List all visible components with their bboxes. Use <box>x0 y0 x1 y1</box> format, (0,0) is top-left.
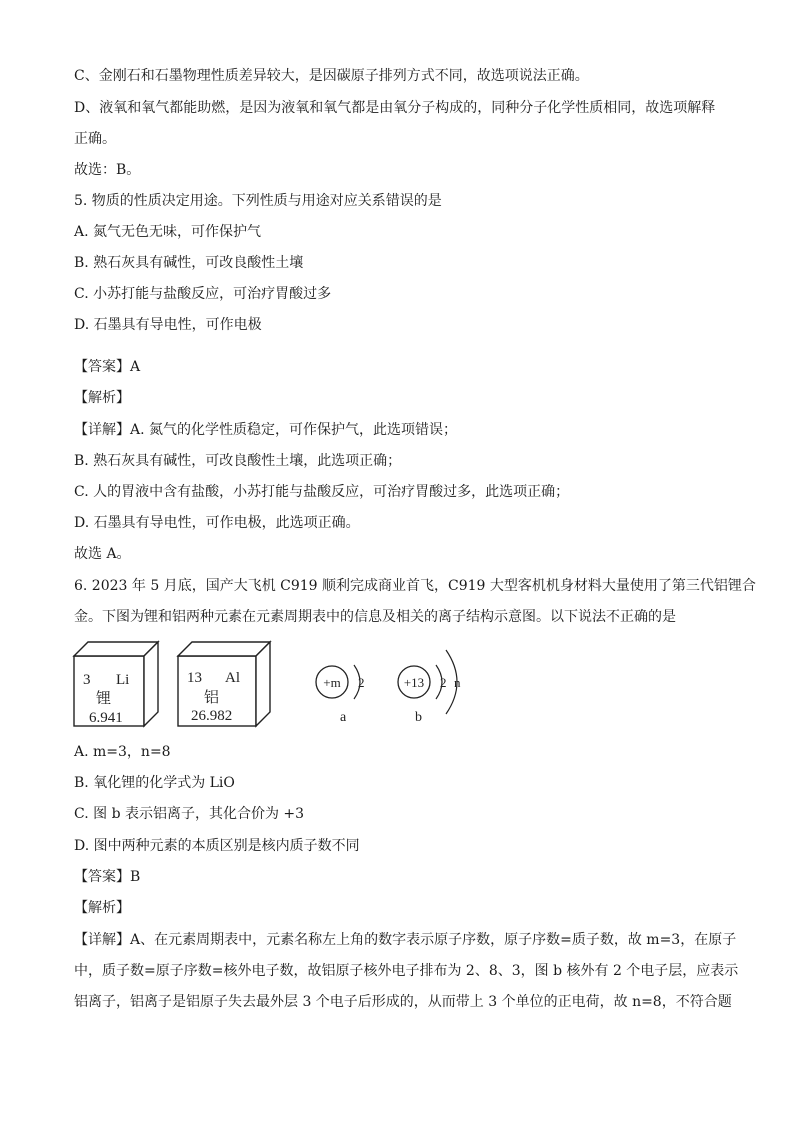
question-5-analysis-heading: 【解析】 <box>74 390 130 406</box>
text-line-d-explanation: D、液氧和氧气都能助燃，是因为液氧和氧气都是由氧分子构成的，同种分子化学性质相同，故选项解释 <box>74 100 716 116</box>
lithium-atomic-number: 3 <box>83 672 91 688</box>
text-line-c-explanation: C、金刚石和石墨物理性质差异较大，是因碳原子排列方式不同，故选项说法正确。 <box>74 68 589 84</box>
lithium-name: 锂 <box>96 691 112 707</box>
question-5-option-b: B. 熟石灰具有碱性，可改良酸性土壤 <box>74 255 304 271</box>
question-6-option-b: B. 氧化锂的化学式为 LiO <box>74 775 235 791</box>
element-figure <box>74 640 494 732</box>
text-line-choose-b: 故选：B。 <box>74 162 141 178</box>
aluminium-name: 铝 <box>204 690 220 706</box>
aluminium-atomic-mass: 26.982 <box>191 708 233 724</box>
ion-a-shell-1-electrons: 2 <box>358 675 365 690</box>
question-5-option-c: C. 小苏打能与盐酸反应，可治疗胃酸过多 <box>74 286 332 302</box>
ion-b-shell-1-electrons: 2 <box>440 675 447 690</box>
question-6-analysis-heading: 【解析】 <box>74 900 130 916</box>
question-5-stem: 5. 物质的性质决定用途。下列性质与用途对应关系错误的是 <box>74 193 442 209</box>
question-6-detail-1: 【详解】A、在元素周期表中，元素名称左上角的数字表示原子序数，原子序数=质子数，故 m=3，在原子 <box>74 932 737 948</box>
question-6-option-d: D. 图中两种元素的本质区别是核内质子数不同 <box>74 838 360 854</box>
question-6-answer: 【答案】B <box>74 869 141 885</box>
aluminium-symbol: Al <box>225 670 240 686</box>
question-6-detail-2: 中，质子数=原子序数=核外电子数，故铝原子核外电子排布为 2、8、3，图 b 核外有 2 个电子层，应表示 <box>74 963 739 979</box>
element-figure-svg <box>74 640 494 732</box>
question-5-answer: 【答案】A <box>74 359 141 375</box>
ion-b-caption: b <box>415 710 422 725</box>
question-5-detail-a: 【详解】A. 氮气的化学性质稳定，可作保护气，此选项错误； <box>74 422 458 438</box>
question-6-detail-3: 铝离子，铝离子是铝原子失去最外层 3 个电子后形成的，从而带上 3 个单位的正电荷，故 n=8，不符合题 <box>74 994 732 1010</box>
question-5-detail-b: B. 熟石灰具有碱性，可改良酸性土壤，此选项正确； <box>74 453 402 469</box>
question-5-detail-d: D. 石墨具有导电性，可作电极，此选项正确。 <box>74 515 360 531</box>
question-5-detail-c: C. 人的胃液中含有盐酸，小苏打能与盐酸反应，可治疗胃酸过多，此选项正确； <box>74 484 570 500</box>
question-6-stem-2: 金。下图为锂和铝两种元素在元素周期表中的信息及相关的离子结构示意图。以下说法不正确的是 <box>74 609 676 625</box>
question-6-option-a: A. m=3，n=8 <box>74 744 171 760</box>
ion-a-caption: a <box>340 710 347 725</box>
question-5-option-d: D. 石墨具有导电性，可作电极 <box>74 317 262 333</box>
question-5-option-a: A. 氮气无色无味，可作保护气 <box>74 224 262 240</box>
question-6-stem-1: 6. 2023 年 5 月底，国产大飞机 C919 顺利完成商业首飞，C919 大型客机机身材料大量使用了第三代铝锂合 <box>74 578 756 594</box>
question-5-choose: 故选 A。 <box>74 546 131 562</box>
lithium-symbol: Li <box>116 672 130 688</box>
ion-b-nucleus-charge: +13 <box>403 675 425 690</box>
aluminium-atomic-number: 13 <box>187 670 202 686</box>
text-line-d-explanation-cont: 正确。 <box>74 131 116 147</box>
lithium-atomic-mass: 6.941 <box>89 710 123 726</box>
question-6-option-c: C. 图 b 表示铝离子，其化合价为 +3 <box>74 806 305 822</box>
ion-b-shell-2-electrons: n <box>454 675 461 690</box>
ion-a-nucleus-charge: +m <box>323 675 341 690</box>
